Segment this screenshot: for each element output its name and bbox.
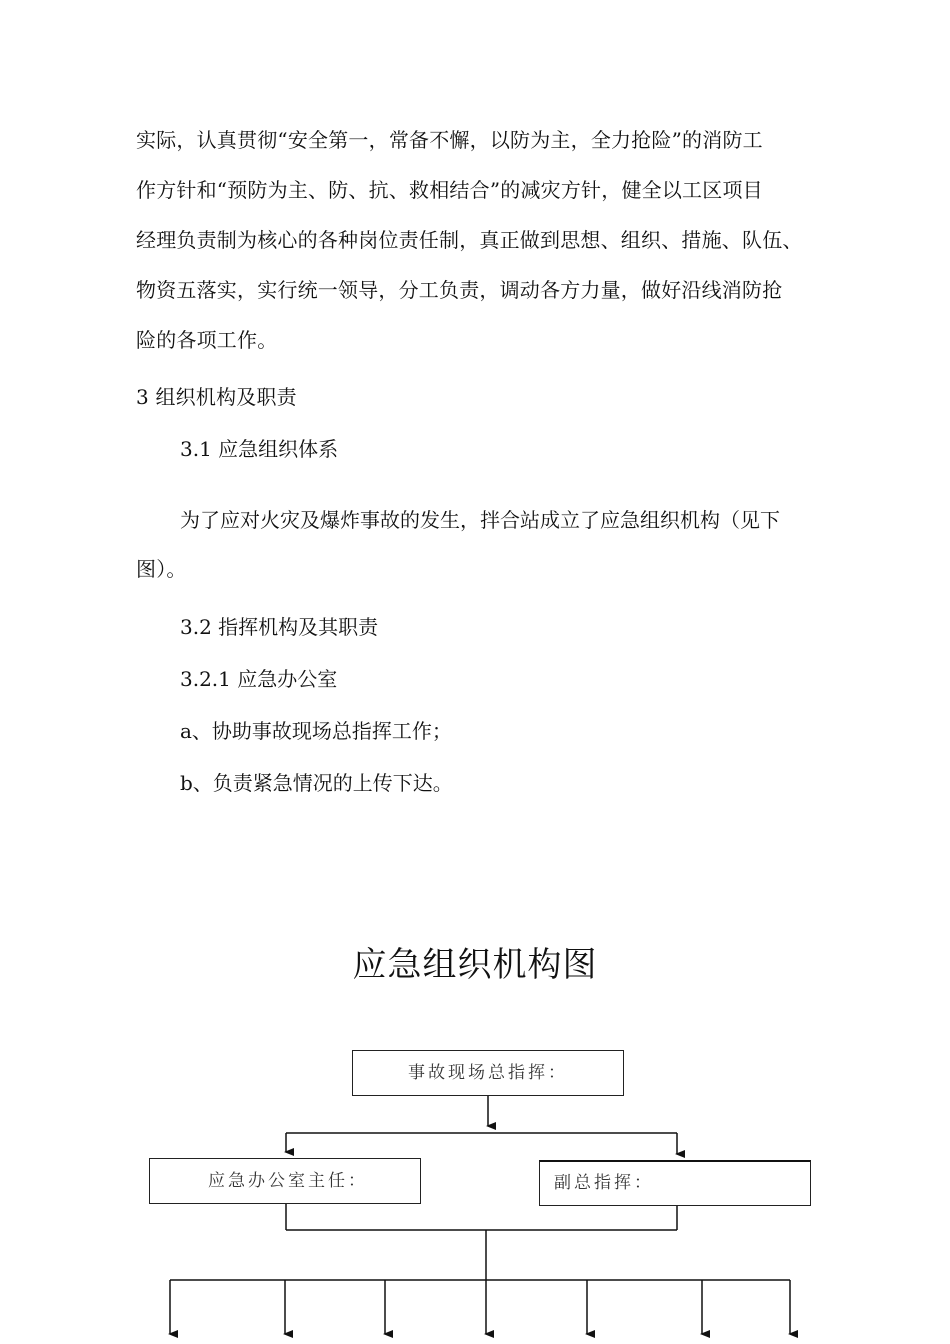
section-3-2-1-heading: 3.2.1 应急办公室 <box>180 667 338 691</box>
office-director-box <box>149 1158 421 1204</box>
paragraph-line-1: 实际，认真贯彻“安全第一，常备不懈，以防为主，全力抢险”的消防工 <box>136 128 763 152</box>
org-chart-title: 应急组织机构图 <box>352 945 598 985</box>
paragraph-line-5: 险的各项工作。 <box>136 328 278 352</box>
commander-label: 事故现场总指挥： <box>408 1063 568 1083</box>
section-3-1-text-line-2: 图）。 <box>136 557 187 581</box>
bottom-branches <box>170 1280 790 1334</box>
list-item-b: b、负责紧急情况的上传下达。 <box>180 771 453 795</box>
section-3-1-text-line-1: 为了应对火灾及爆炸事故的发生，拌合站成立了应急组织机构（见下 <box>180 508 780 532</box>
section-3-heading: 3 组织机构及职责 <box>136 385 297 409</box>
office-director-label: 应急办公室主任： <box>208 1171 368 1191</box>
deputy-commander-label: 副总指挥： <box>554 1173 654 1193</box>
deputy-commander-box <box>539 1160 811 1206</box>
section-3-1-heading: 3.1 应急组织体系 <box>180 437 339 461</box>
list-item-a: a、协助事故现场总指挥工作； <box>180 719 452 743</box>
commander-box <box>352 1050 624 1096</box>
paragraph-line-2: 作方针和“预防为主、防、抗、救相结合”的减灾方针，健全以工区项目 <box>136 178 763 202</box>
section-3-2-heading: 3.2 指挥机构及其职责 <box>180 615 379 639</box>
paragraph-line-4: 物资五落实，实行统一领导，分工负责，调动各方力量，做好沿线消防抢 <box>136 278 783 302</box>
paragraph-line-3: 经理负责制为核心的各种岗位责任制，真正做到思想、组织、措施、队伍、 <box>136 228 803 252</box>
